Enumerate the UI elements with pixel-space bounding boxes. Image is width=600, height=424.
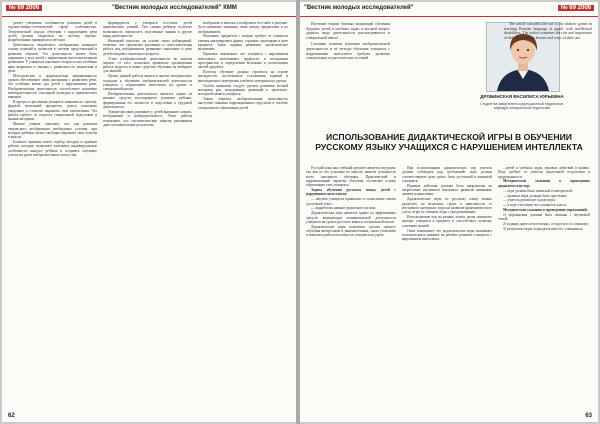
paragraph: Умение рисовать развивает у детей внимание, память, воображение и наблюдательность. Опыт работы показывает, что систематические занятия рисованием дают положительные результаты. (103, 109, 192, 127)
paragraph: Многие учёные отмечают, что для развития творческого воображения необходимы условия, при которых ребёнок может свободно выражать свои чувства и мысли. (8, 122, 97, 140)
page-number: 62 (8, 413, 15, 419)
paragraph (498, 208, 590, 212)
paragraph: Изобразительная деятельность является одним из важных средств всестороннего развития ребёнка, формирования его личности и подготовки к трудовой деятельности. (103, 92, 192, 110)
journal-title: "Вестник молодых исследователей" (304, 5, 414, 11)
paragraph: Поэтому обучение должно строиться на основе наглядности, постепенного усложнения заданий и многократного повторения учебного материала на уроках. (198, 70, 288, 83)
paragraph: Целью данной работы является анализ методических подходов к обучению изобразительной деятельности учащихся с нарушением интеллекта на уроках в специальной школе. (103, 74, 192, 92)
paragraph: Русский язык как учебный предмет является ведущим, так как от его усвоения во многом зависит успешность всего школьного обучения. Практический и коррекционный характер обучения составляет основу образования этих учащихся. (306, 166, 396, 188)
paragraph: The article considers the use of the didactic games in teaching Russian language at pupils with intellectual disabilities. The author examines the role and importance of didactic games in lessons and ways of their use. (504, 22, 592, 40)
list-item: 2) задания даются постепенно, от простого к сложному; (503, 222, 589, 227)
page-number: 63 (585, 413, 592, 419)
right-column-1 (306, 166, 396, 238)
paragraph: Таким образом, изобразительная деятельность выступает важным коррекционным средством в системе специального образования детей. (198, 97, 288, 110)
left-page (2, 2, 296, 422)
paragraph: Немецкий психолог, на основе своих наблюдений, отмечает, что творческое рисование и самостоятельная работа над изображением развивают мышление и речь детей младшего школьного возраста. (103, 38, 192, 56)
right-column-3 (498, 166, 590, 232)
abstract-en (504, 22, 592, 42)
author-name: ДРОБИНСКАЯ ВАСИЛИСА ЮРЬЕВНА (480, 94, 564, 99)
paragraph: Большое значение имеет подбор методов и приёмов работы, которые позволяют учитывать индивидуальные особенности каждого ребёнка и создавать ситуацию успеха на уроке изобразительного искусства. (8, 139, 97, 157)
left-page-header (2, 2, 296, 17)
list-item: 1) упражнения должны быть связаны с изучаемой темой; (498, 213, 590, 222)
paragraph: Сложные понятия изучения изобразительной деятельности и её методы обучения учащихся с нарушениями интеллекта требуют развития специальных педагогических условий. (306, 42, 390, 61)
paragraph: Рисование предметов с натуры требует от учащихся умения анализировать форму, строение, пропорции и цвет предмета. Такие задания развивают аналитическое мышление. (198, 34, 288, 52)
abstract-ru (306, 22, 390, 63)
section-heading: Методические указания к проведению дидактических игр: (498, 179, 590, 188)
paragraph: Использование игр на разных этапах урока повышает интерес учащихся к предмету и способствует лучшему усвоению знаний. (402, 215, 492, 228)
paragraph: Дидактические игры позволяют сделать процесс обучения интересным и занимательным, снять утомление и повысить работоспособность учащихся на уроке. (306, 224, 396, 238)
left-column-2 (103, 21, 192, 128)
right-page (300, 2, 598, 422)
issue-number: № 69 2006 (6, 5, 42, 11)
paragraph: Особое внимание следует уделять развитию мелкой моторики рук, координации движений и зрительно-моторной памяти учащихся. (198, 83, 288, 97)
paragraph: В процессе рисования учащиеся знакомятся с цветом, формой, величиной предметов, учатся описывать увиденное и словесно выражать свои впечатления. Эта работа требует от педагога специальной подготовки и знания методики. (8, 100, 97, 122)
paragraph (306, 188, 396, 197)
right-column-2 (402, 166, 492, 242)
author-affiliation: Студентка факультета коррекционной педагогики, кафедра специальной педагогики (480, 102, 564, 111)
paragraph: вообразить в мыслях и изобразить что-либо в рисунке. Дети начинают понимать связь между предметами и их изображением. (198, 21, 288, 34)
paragraph: Практика показывает, что учащиеся с нарушением интеллекта испытывают трудности в восприятии пространства, в определении величины и соотношения частей предмета. (198, 52, 288, 70)
paragraph: ...детей и учебных задач, игровых действий и правил. Игра требует от учителя тщательной подготовки и продуманности. (498, 166, 590, 179)
left-column-1 (8, 21, 97, 158)
list-item: — в игре участвуют все учащиеся класса. (503, 203, 568, 208)
paragraph: Опыт показывает, что дидактические игры оказывают положительное влияние на речевое развитие учащихся с нарушением интеллекта. (402, 228, 492, 242)
paragraph: Игровые действия должны быть направлены на закрепление изученного материала, развитие внимания, памяти и мышления. (402, 183, 492, 197)
journal-title: "Вестник молодых исследователей" КММ (112, 5, 237, 11)
paragraph: Деятельность творческого изображения повышает основу понятий и символов в системе представлений и развития образов. Эта деятельность может быть одинаково у всех детей с нормальным интеллектуальным развитием. У учащихся школьного возраста она особенно ярко выражена и связана с развитием их мышления и речи. (8, 43, 97, 73)
paragraph: При использовании дидактических игр учитель должен соблюдать ряд требований: игра должна соответствовать цели урока, быть доступной и понятной учащимся. (402, 166, 492, 183)
section-heading: Задача обучения русскому языку детей с нарушением интеллекта: (306, 188, 396, 197)
left-column-3 (198, 21, 288, 111)
paragraph: Методическая и дидактическая направленность уроков обеспечивает связь рисования с развитием речи, что особенно важно для детей с нарушениями речи. Изобразительная деятельность способствует развитию наблюдательности, сенсорной культуры и практических навыков. (8, 73, 97, 100)
paragraph: Дидактическая игра является одним из эффективных средств активизации познавательной деятельности учащихся на уроках русского языка в специальной школе. (306, 211, 396, 224)
paragraph: делает учитывать особенности развития детей в художественно-эстетической сфере особенностях. Теоретический подход обучения с нарушением речи детей должен открыться на систему научно-разработанных принципов и методов. (8, 21, 97, 43)
paragraph: формируются у учащихся отсталых детей практических умений. Тем самым ребёнок получает возможность переносить полученные знания в другие виды деятельности. (103, 21, 192, 38)
list-item: — правила игры должны быть простыми; (503, 193, 568, 198)
paragraph: Изучение теории базовых концепций обучения будущих детей и учебных задач, в которой вопрос данного вида деятельности рассматривается в специальной школе. (306, 22, 390, 40)
list-item: — учитель руководит ходом игры; (503, 198, 556, 203)
right-page-header (300, 2, 598, 17)
list-item: 3) результаты игры подводятся вместе с учащимися. (503, 227, 584, 232)
issue-number: № 69 2006 (558, 5, 594, 11)
article-title: ИСПОЛЬЗОВАНИЕ ДИДАКТИЧЕСКОЙ ИГРЫ В ОБУЧЕНИИ РУССКОМУ ЯЗЫКУ УЧАЩИХСЯ С НАРУШЕНИЕМ ИНТЕЛЛЕКТА (315, 132, 583, 152)
paragraph: Успех изобразительной деятельности во многом зависит от того, насколько правильно организована работа педагога и какие средства обучения он выбирает для занятий. (103, 56, 192, 74)
paragraph: — научить учащихся правильно и осмысленно читать доступный текст; (306, 197, 396, 206)
list-item: — игра должна быть понятной и интересной; (503, 188, 573, 193)
section-heading: Методические указания к проведению упражнений: (503, 208, 588, 213)
paragraph: Дидактические игры по русскому языку можно разделить на несколько групп в зависимости от изучаемого материала: игры на развитие фонематического слуха, игры со словами, игры с предложениями. (402, 197, 492, 215)
paragraph (498, 179, 590, 188)
paragraph: — выработать навыки грамотного письма. (311, 206, 377, 211)
